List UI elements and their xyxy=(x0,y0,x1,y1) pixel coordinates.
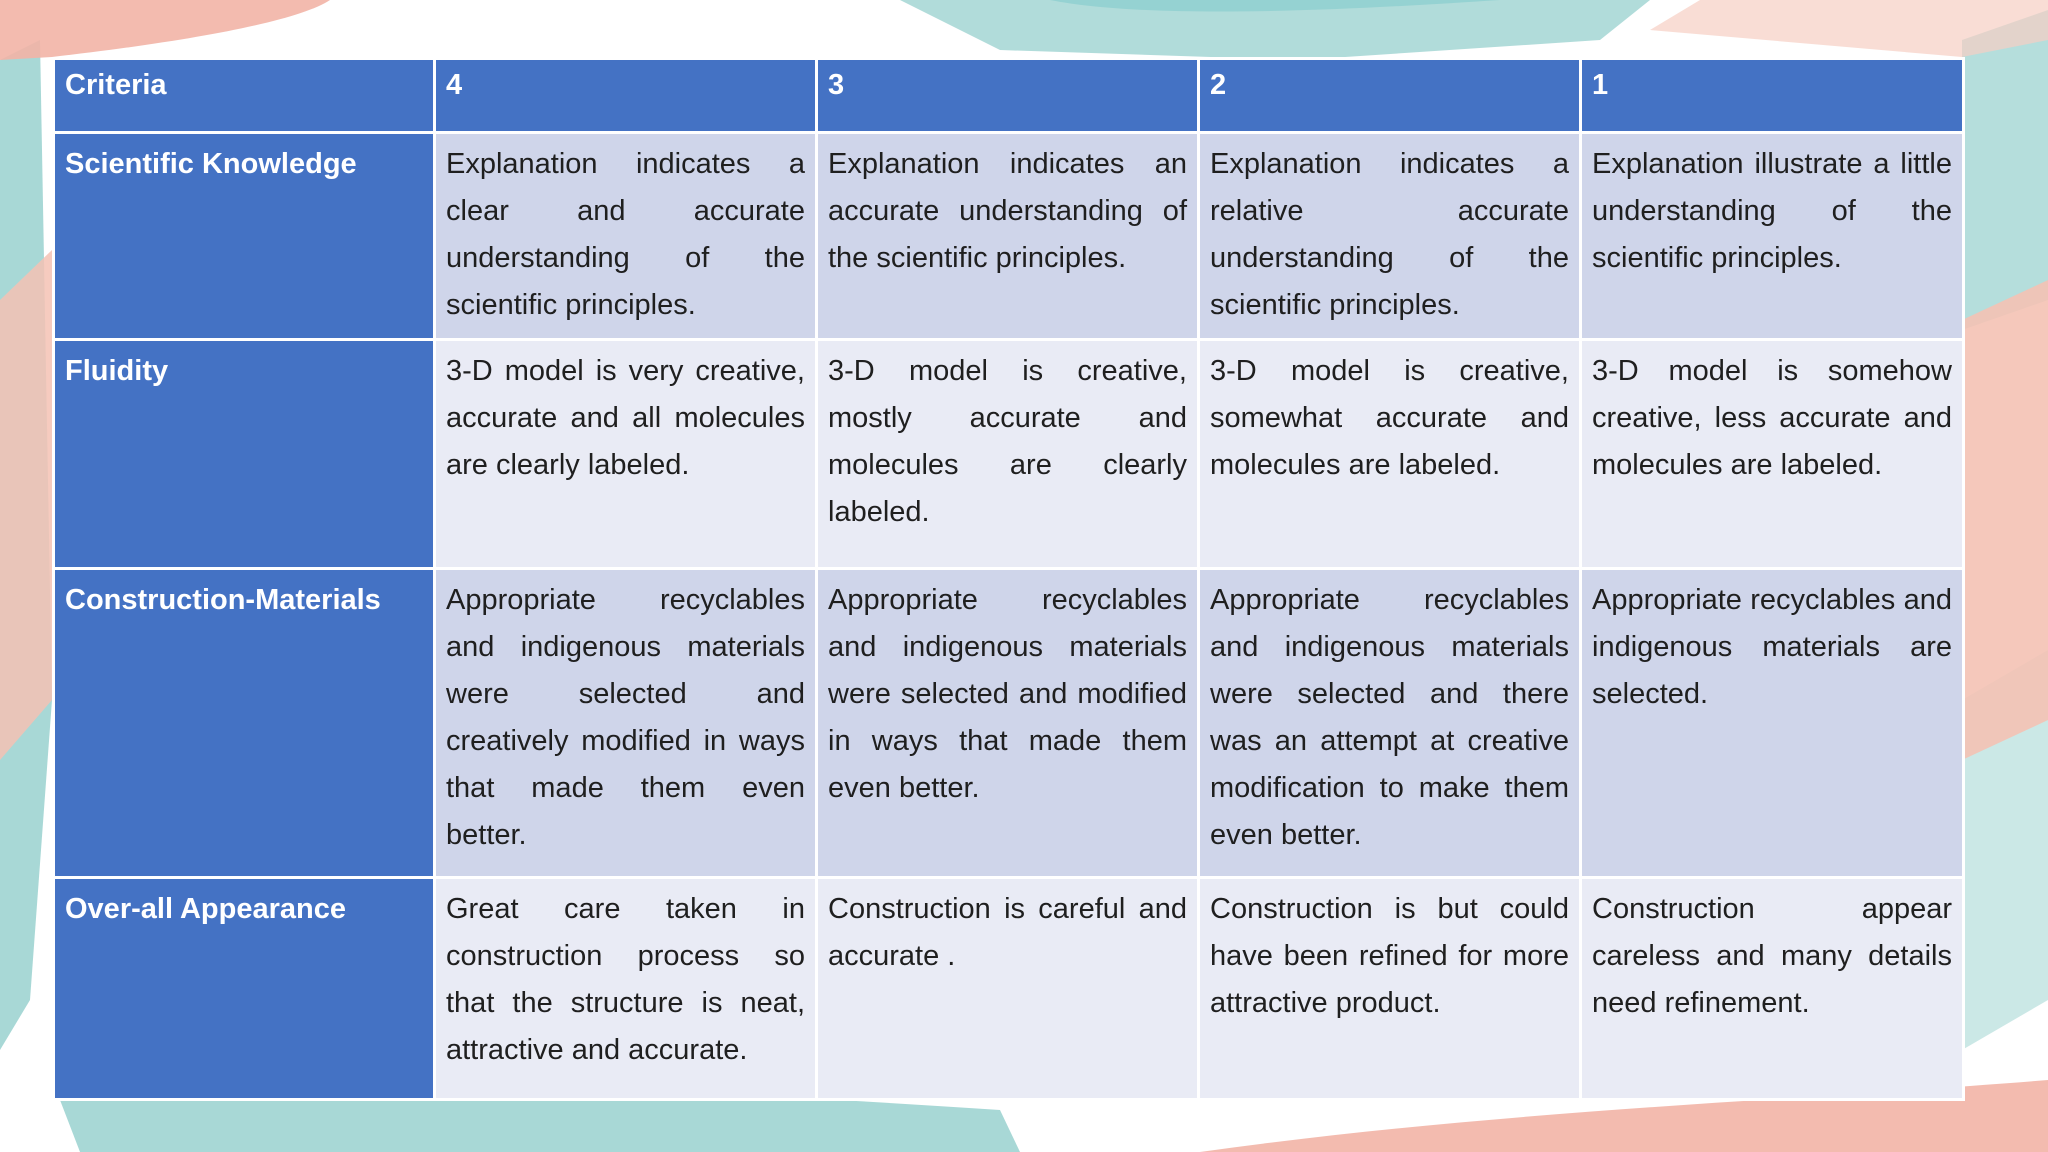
descriptor-cell: Appropriate recyclables and indigenous materials were selected and modified in ways that made them even better. xyxy=(817,569,1199,878)
table-row xyxy=(54,569,1964,878)
header-score-2: 2 xyxy=(1199,59,1581,133)
salmon-brush-top-left xyxy=(0,0,330,60)
header-score-1: 1 xyxy=(1581,59,1964,133)
descriptor-cell: Construction is but could have been refined for more attractive product. xyxy=(1199,878,1581,1100)
descriptor-cell: 3-D model is creative, somewhat accurate and molecules are labeled. xyxy=(1199,340,1581,569)
criterion-cell: Over-all Appearance xyxy=(54,878,435,1100)
teal-brush-right xyxy=(1962,10,2048,330)
descriptor-cell: Appropriate recyclables and indigenous materials were selected and there was an attempt at creative modification to make them even better. xyxy=(1199,569,1581,878)
descriptor-cell: Appropriate recyclables and indigenous materials were selected and creatively modified in ways that made them even better. xyxy=(435,569,817,878)
criterion-cell: Fluidity xyxy=(54,340,435,569)
criterion-cell: Scientific Knowledge xyxy=(54,133,435,340)
descriptor-cell: Explanation indicates a relative accurate understanding of the scientific principles. xyxy=(1199,133,1581,340)
descriptor-cell: Construction appear careless and many details need refinement. xyxy=(1581,878,1964,1100)
descriptor-cell: Explanation indicates a clear and accurate understanding of the scientific principles. xyxy=(435,133,817,340)
descriptor-cell: 3-D model is somehow creative, less accurate and molecules are labeled. xyxy=(1581,340,1964,569)
salmon-brush-left xyxy=(0,250,52,760)
header-row xyxy=(54,59,1964,133)
rubric-table xyxy=(52,57,1965,1101)
salmon-brush-right xyxy=(1962,280,2048,760)
descriptor-cell: Explanation indicates an accurate understanding of the scientific principles. xyxy=(817,133,1199,340)
descriptor-cell: 3-D model is creative, mostly accurate and molecules are clearly labeled. xyxy=(817,340,1199,569)
descriptor-cell: Construction is careful and accurate . xyxy=(817,878,1199,1100)
descriptor-cell: Appropriate recyclables and indigenous materials are selected. xyxy=(1581,569,1964,878)
descriptor-cell: 3-D model is very creative, accurate and all molecules are clearly labeled. xyxy=(435,340,817,569)
table-row xyxy=(54,340,1964,569)
header-score-3: 3 xyxy=(817,59,1199,133)
header-score-4: 4 xyxy=(435,59,817,133)
descriptor-cell: Great care taken in construction process so that the structure is neat, attractive and accurate. xyxy=(435,878,817,1100)
criterion-cell: Construction-Materials xyxy=(54,569,435,878)
table-row xyxy=(54,133,1964,340)
header-criteria: Criteria xyxy=(54,59,435,133)
table-row xyxy=(54,878,1964,1100)
descriptor-cell: Explanation illustrate a little understanding of the scientific principles. xyxy=(1581,133,1964,340)
